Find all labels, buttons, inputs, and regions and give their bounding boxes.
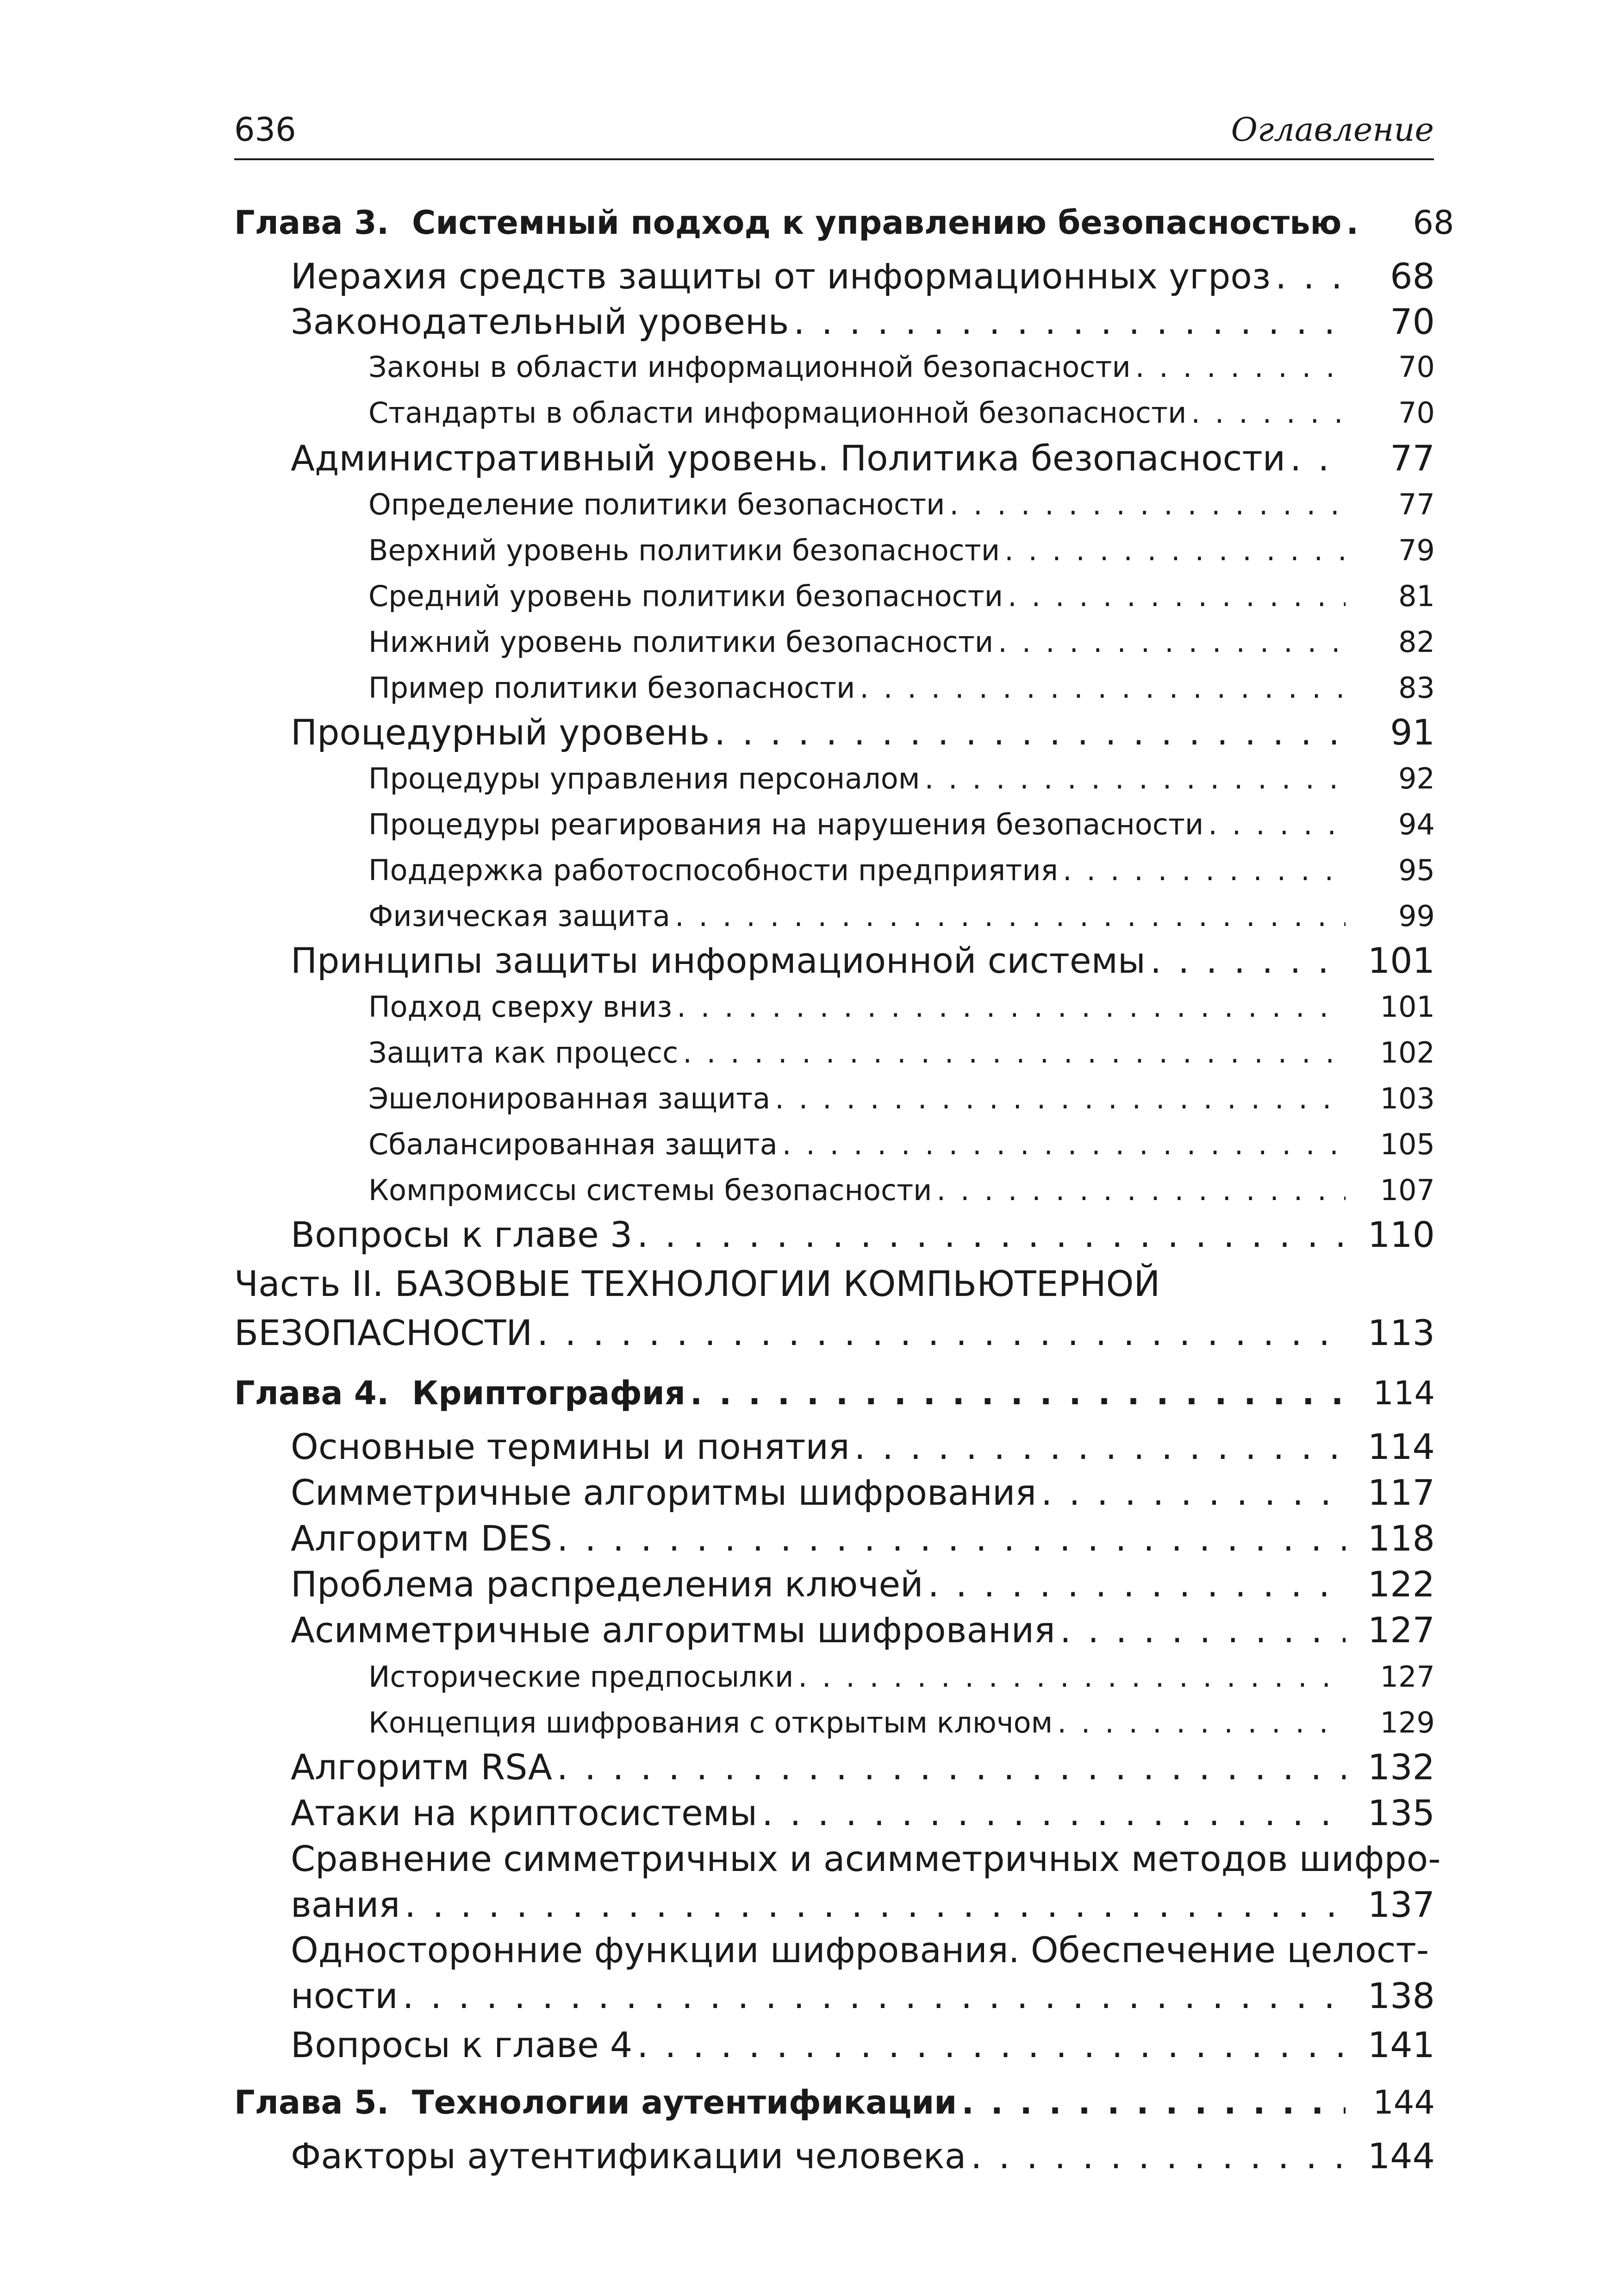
toc-subentry[interactable]: [234, 396, 1435, 442]
page-ref: 92: [1398, 762, 1435, 795]
page-ref: 81: [1398, 579, 1435, 613]
entry-title: Симметричные алгоритмы шифрования: [291, 1472, 1037, 1513]
toc-part-2[interactable]: [234, 1263, 1435, 1360]
dot-leader: [1208, 807, 1346, 841]
toc-subentry[interactable]: [234, 671, 1435, 717]
toc-entry[interactable]: [234, 1838, 1441, 1931]
dot-leader: [949, 488, 1346, 521]
entry-title: Основные термины и понятия: [291, 1426, 850, 1467]
page-ref: 77: [1398, 488, 1435, 521]
dot-leader: [405, 1884, 1346, 1925]
dot-leader: [775, 1082, 1346, 1115]
toc-chapter-4[interactable]: [234, 1374, 1435, 1420]
toc-entry[interactable]: [234, 2135, 1435, 2182]
dot-leader: [637, 1214, 1346, 1255]
toc-entry[interactable]: [234, 1746, 1435, 1793]
toc-subentry[interactable]: [234, 533, 1435, 580]
entry-title: Нижний уровень политики безопасности: [368, 625, 994, 659]
dot-leader: [936, 1173, 1346, 1207]
page-ref: 70: [1390, 301, 1435, 342]
toc-entry[interactable]: [234, 438, 1435, 484]
page-ref: 114: [1367, 1426, 1435, 1467]
dot-leader: [1275, 256, 1346, 297]
page-ref: 107: [1380, 1173, 1435, 1207]
chapter-title: Криптография: [412, 1374, 685, 1412]
entry-title: Иерахия средств защиты от информационных угроз: [291, 256, 1271, 297]
entry-title: Пример политики безопасности: [368, 671, 855, 705]
page-ref: 70: [1398, 350, 1435, 384]
dot-leader: [557, 1746, 1346, 1788]
dot-leader: [677, 990, 1346, 1024]
page-ref: 105: [1380, 1127, 1435, 1161]
dot-leader: [1191, 396, 1346, 430]
toc-subentry[interactable]: [234, 762, 1435, 808]
dot-leader: [714, 712, 1346, 753]
dot-leader: [1346, 204, 1365, 242]
page-ref: 79: [1398, 533, 1435, 567]
toc-entry[interactable]: [234, 1929, 1435, 2022]
toc-entry[interactable]: [234, 1518, 1435, 1564]
dot-leader: [675, 899, 1346, 933]
dot-leader: [403, 1975, 1346, 2016]
toc-subentry[interactable]: [234, 1706, 1435, 1752]
page-ref: 114: [1373, 1374, 1435, 1412]
entry-title: Процедуры реагирования на нарушения безопасности: [368, 807, 1204, 841]
toc-entry[interactable]: [234, 1426, 1435, 1472]
page-ref: 82: [1398, 625, 1435, 659]
entry-title-line-1: Односторонние функции шифрования. Обеспечение целост-: [291, 1929, 1429, 1971]
dot-leader: [690, 1374, 1346, 1412]
chapter-label: Глава 3.: [234, 204, 389, 242]
dot-leader: [1135, 350, 1346, 384]
toc-subentry[interactable]: [234, 1660, 1435, 1706]
chapter-label: Глава 5.: [234, 2083, 389, 2121]
table-of-contents: [234, 0, 1454, 2296]
entry-title: Концепция шифрования с открытым ключом: [368, 1706, 1053, 1739]
running-head-title: Оглавление: [1231, 111, 1434, 149]
toc-entry[interactable]: [234, 1214, 1435, 1260]
entry-title: Физическая защита: [368, 899, 670, 933]
dot-leader: [1008, 579, 1346, 613]
entry-title: Процедуры управления персоналом: [368, 762, 920, 795]
toc-chapter-5[interactable]: [234, 2083, 1435, 2130]
part-title-line-1: Часть II. БАЗОВЫЕ ТЕХНОЛОГИИ КОМПЬЮТЕРНОЙ: [234, 1263, 1160, 1304]
toc-entry[interactable]: [234, 1609, 1435, 1656]
dot-leader: [971, 2135, 1346, 2177]
page-ref: 68: [1413, 204, 1454, 242]
dot-leader: [1150, 940, 1346, 981]
entry-title: Административный уровень. Политика безопасности: [291, 438, 1286, 479]
entry-title: Алгоритм DES: [291, 1518, 553, 1559]
page-ref: 135: [1367, 1792, 1435, 1833]
page-ref: 94: [1398, 807, 1435, 841]
toc-entry[interactable]: [234, 1564, 1435, 1610]
entry-title: Проблема распределения ключей: [291, 1564, 923, 1605]
page-ref: 99: [1398, 899, 1435, 933]
page-number: 636: [234, 111, 296, 149]
entry-title-line-2: вания: [291, 1884, 400, 1925]
dot-leader: [998, 625, 1346, 659]
entry-title: Средний уровень политики безопасности: [368, 579, 1003, 613]
dot-leader: [537, 1312, 1346, 1353]
entry-title-line-1: Сравнение симметричных и асимметричных методов шифро-: [291, 1838, 1441, 1879]
entry-title: Поддержка работоспособности предприятия: [368, 853, 1058, 887]
dot-leader: [782, 1127, 1346, 1161]
entry-title: Вопросы к главе 4: [291, 2024, 633, 2065]
page-ref: 127: [1367, 1609, 1435, 1651]
entry-title: Сбалансированная защита: [368, 1127, 778, 1161]
page-ref: 70: [1398, 396, 1435, 430]
dot-leader: [1057, 1706, 1346, 1739]
page-ref: 83: [1398, 671, 1435, 705]
page-ref: 129: [1380, 1706, 1435, 1739]
page-ref: 91: [1390, 712, 1435, 753]
toc-entry[interactable]: [234, 940, 1435, 986]
entry-title: Исторические предпосылки: [368, 1660, 794, 1694]
dot-leader: [854, 1426, 1346, 1467]
entry-title-line-2: ности: [291, 1975, 398, 2016]
entry-title: Законодательный уровень: [291, 301, 789, 342]
entry-title: Атаки на криптосистемы: [291, 1792, 758, 1833]
page-ref: 101: [1380, 990, 1435, 1024]
entry-title: Законы в области информационной безопасности: [368, 350, 1131, 384]
dot-leader: [1004, 533, 1346, 567]
page-ref: 132: [1367, 1746, 1435, 1788]
dot-leader: [762, 1792, 1346, 1833]
page-ref: 118: [1367, 1518, 1435, 1559]
page-ref: 113: [1367, 1312, 1435, 1353]
toc-entry[interactable]: [234, 712, 1435, 758]
toc-entry[interactable]: [234, 1792, 1435, 1839]
entry-title: Асимметричные алгоритмы шифрования: [291, 1609, 1055, 1651]
dot-leader: [1041, 1472, 1346, 1513]
entry-title: Стандарты в области информационной безопасности: [368, 396, 1187, 430]
dot-leader: [924, 762, 1346, 795]
toc-subentry[interactable]: [234, 350, 1435, 396]
dot-leader: [961, 2083, 1346, 2121]
chapter-title: Системный подход к управлению безопасностью: [412, 204, 1342, 242]
entry-title: Определение политики безопасности: [368, 488, 945, 521]
toc-subentry[interactable]: [234, 625, 1435, 671]
toc-subentry[interactable]: [234, 1036, 1435, 1082]
dot-leader: [860, 671, 1346, 705]
toc-entry[interactable]: [234, 2024, 1435, 2071]
dot-leader: [798, 1660, 1346, 1694]
toc-subentry[interactable]: [234, 1127, 1435, 1174]
dot-leader: [928, 1564, 1346, 1605]
toc-subentry[interactable]: [234, 488, 1435, 534]
toc-subentry[interactable]: [234, 853, 1435, 900]
page-ref: 110: [1367, 1214, 1435, 1255]
entry-title: Принципы защиты информационной системы: [291, 940, 1146, 981]
toc-subentry[interactable]: [234, 1082, 1435, 1128]
dot-leader: [1290, 438, 1346, 479]
page-ref: 144: [1373, 2083, 1435, 2121]
page-ref: 122: [1367, 1564, 1435, 1605]
toc-subentry[interactable]: [234, 579, 1435, 626]
entry-title: Защита как процесс: [368, 1036, 679, 1070]
page-ref: 95: [1398, 853, 1435, 887]
page-ref: 137: [1367, 1884, 1435, 1925]
entry-title: Алгоритм RSA: [291, 1746, 552, 1788]
dot-leader: [683, 1036, 1346, 1070]
page-ref: 77: [1390, 438, 1435, 479]
page-ref: 103: [1380, 1082, 1435, 1115]
toc-chapter-3[interactable]: [234, 204, 1454, 250]
page-ref: 138: [1367, 1975, 1435, 2016]
toc-subentry[interactable]: [234, 807, 1435, 854]
entry-title: Вопросы к главе 3: [291, 1214, 633, 1255]
chapter-label: Глава 4.: [234, 1374, 389, 1412]
part-title-line-2: БЕЗОПАСНОСТИ: [234, 1312, 533, 1353]
page-ref: 144: [1367, 2135, 1435, 2177]
dot-leader: [1060, 1609, 1346, 1651]
toc-entry[interactable]: [234, 1472, 1435, 1518]
entry-title: Эшелонированная защита: [368, 1082, 771, 1115]
page-ref: 127: [1380, 1660, 1435, 1694]
dot-leader: [557, 1518, 1346, 1559]
page-ref: 117: [1367, 1472, 1435, 1513]
toc-entry[interactable]: [234, 301, 1435, 347]
dot-leader: [793, 301, 1346, 342]
page-ref: 68: [1390, 256, 1435, 297]
toc-subentry[interactable]: [234, 1173, 1435, 1220]
chapter-title: Технологии аутентификации: [412, 2083, 957, 2121]
entry-title: Подход сверху вниз: [368, 990, 673, 1024]
dot-leader: [1063, 853, 1346, 887]
entry-title: Верхний уровень политики безопасности: [368, 533, 1000, 567]
page-ref: 141: [1367, 2024, 1435, 2065]
toc-subentry[interactable]: [234, 899, 1435, 945]
dot-leader: [637, 2024, 1346, 2065]
toc-entry[interactable]: [234, 256, 1435, 302]
entry-title: Компромиссы системы безопасности: [368, 1173, 932, 1207]
page-ref: 102: [1380, 1036, 1435, 1070]
page-ref: 101: [1367, 940, 1435, 981]
entry-title: Факторы аутентификации человека: [291, 2135, 966, 2177]
entry-title: Процедурный уровень: [291, 712, 710, 753]
toc-subentry[interactable]: [234, 990, 1435, 1036]
